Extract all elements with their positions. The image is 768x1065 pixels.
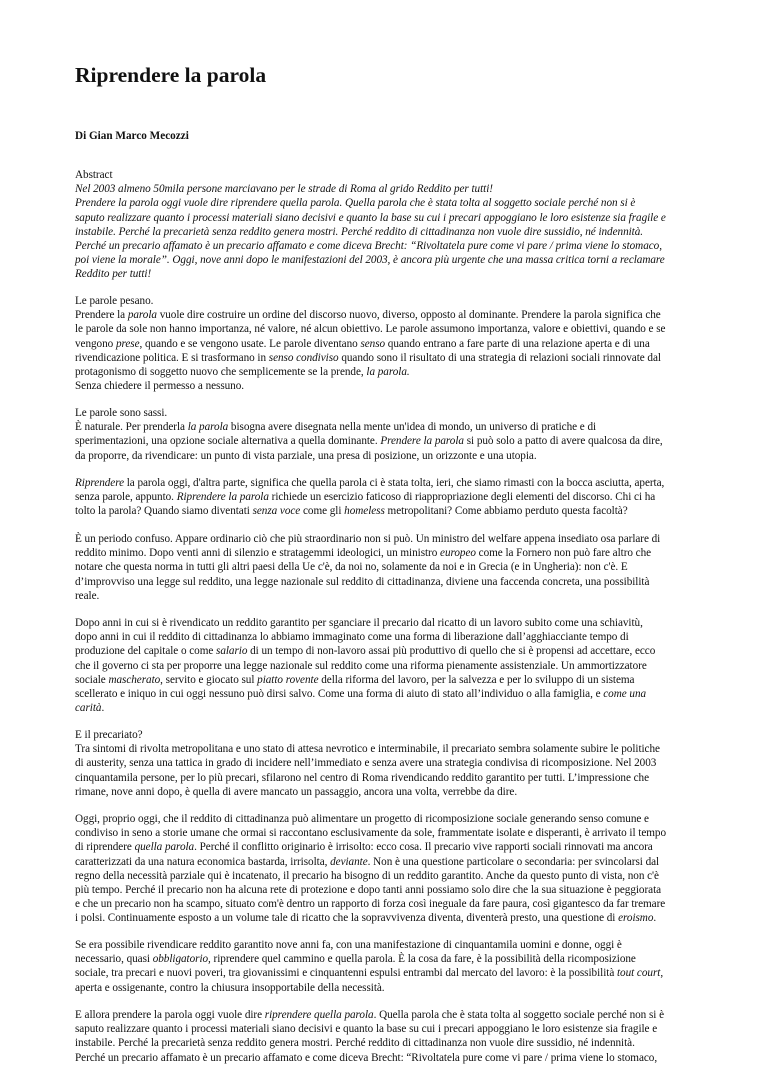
text-run: Senza chiedere il permesso a nessuno. bbox=[75, 380, 245, 393]
paragraph-line bbox=[75, 225, 697, 239]
paragraph-line bbox=[75, 351, 697, 365]
text-run: di austerity, senza una tattica in grado di incidere nell’immediato e senza avere una strategia condivisa di ricomposizione. Nel 2003 bbox=[75, 757, 657, 770]
italic-text: eroismo bbox=[618, 912, 654, 925]
italic-text: come una bbox=[603, 687, 647, 700]
text-run: produzione del capitale o come bbox=[75, 645, 217, 658]
text-run: E il precariato? bbox=[75, 729, 143, 741]
text-run: . Perché il conflitto originario è irrisolto: ecco cosa. Il precario vive rapporti sociali rinnovati ma ancora bbox=[194, 841, 653, 854]
text-run: richiede un esercizio faticoso di riappropriazione degli elementi del discorso. Chi ci ha bbox=[268, 491, 656, 504]
italic-text: saputo realizzare quanto i processi materiali siano decisivi e quanto la base su cui i precari appoggiano le loro esistenze sia fragile e bbox=[75, 211, 666, 224]
italic-text: tout court bbox=[616, 967, 661, 980]
paragraph-line bbox=[75, 897, 697, 911]
paragraph bbox=[75, 168, 697, 282]
paragraph-line bbox=[75, 883, 697, 897]
paragraph-line bbox=[75, 728, 697, 742]
text-run: cinquantamila persone, per lo più precari, sfilarono nel centro di Roma rivendicando reddito garantito per tutti. L’impressione che bbox=[75, 771, 649, 784]
paragraph bbox=[75, 294, 697, 393]
text-run: reddito minimo. Dopo venti anni di silenzio e stratagemmi ideologici, un ministro bbox=[75, 547, 441, 560]
text-run: aperta e ossigenante, contro la chiusura insopportabile della necessità. bbox=[75, 981, 385, 994]
paragraph-line bbox=[75, 253, 697, 267]
paragraph-line bbox=[75, 168, 697, 182]
text-run: e che un precario non ha scampo, situato com'è dentro un rapporto di forza così ineguale da fare paura, così gigantesco da far tremare bbox=[75, 898, 666, 911]
text-run: condiviso in seno a storie umane che ormai si raccontano esclusivamente da sole, frammentate isolate e disperanti, è arrivato il tempo bbox=[75, 827, 667, 840]
text-run: le parole da sole non hanno importanza, né valore, né alcun obiettivo. Le parole assumono importanza, valore e obiettivi, quando e se bbox=[75, 323, 666, 336]
text-run: E allora prendere la parola oggi vuole dire bbox=[75, 1009, 265, 1021]
text-run: Le parole pesano. bbox=[75, 295, 154, 307]
text-run: protagonismo di soggetto nuovo che semplicemente se la prende, bbox=[75, 365, 367, 378]
italic-text: poi viene la morale”. Oggi, nove anni dopo le manifestazioni del 2003, è ancora più urgente che una massa critica torni a reclamare bbox=[75, 254, 665, 267]
text-run: i polsi. Continuamente esposto a un volume tale di ricatto che la sopravvivenza diventa, diventerà presto, una questione di bbox=[75, 912, 619, 925]
paragraph bbox=[75, 812, 697, 926]
paragraph-line bbox=[75, 938, 697, 952]
paragraph-line bbox=[75, 1051, 697, 1065]
text-run: Perché un precario affamato è un precario affamato e come diceva Brecht: “Rivoltatela pure come vi pare / prima viene lo stomaco, bbox=[75, 1051, 658, 1064]
paragraph-line bbox=[75, 855, 697, 869]
paragraph bbox=[75, 532, 697, 603]
italic-text: senso condiviso bbox=[268, 351, 339, 364]
text-run: necessario, quasi bbox=[75, 953, 153, 966]
paragraph-line bbox=[75, 630, 697, 644]
paragraph-line bbox=[75, 812, 697, 826]
paragraph-line bbox=[75, 211, 697, 225]
paragraph-line bbox=[75, 701, 697, 715]
text-run: caratterizzati da una natura economica bastarda, irrisolta, bbox=[75, 855, 331, 868]
italic-text: obbligatorio, bbox=[152, 953, 211, 966]
paragraph-line bbox=[75, 687, 697, 701]
text-run: , servito e giocato sul bbox=[160, 673, 258, 686]
paragraph-line bbox=[75, 182, 697, 196]
text-run: vuole dire costruire un ordine del discorso nuovo, diverso, opposto al dominante. Prendere la parola significa che bbox=[156, 309, 661, 322]
text-run: d’improvviso una legge sul reddito, una legge nazionale sul reddito di cittadinanza, diviene una faccenda concreta, una possibilità bbox=[75, 575, 650, 588]
text-run: reale. bbox=[75, 589, 100, 602]
text-run: Prendere la bbox=[75, 309, 128, 322]
paragraph-line bbox=[75, 434, 697, 448]
paragraph-line bbox=[75, 308, 697, 322]
author-byline: Di Gian Marco Mecozzi bbox=[75, 130, 189, 142]
italic-text: homeless bbox=[344, 505, 385, 518]
paragraph-line bbox=[75, 742, 697, 756]
paragraph-line bbox=[75, 826, 697, 840]
paragraph-line bbox=[75, 337, 697, 351]
italic-text: prese bbox=[115, 337, 140, 350]
paragraph-line bbox=[75, 546, 697, 560]
text-run: senza parole, appunto. bbox=[75, 491, 177, 504]
text-run: Se era possibile rivendicare reddito garantito nove anni fa, con una manifestazione di cinquantamila uomini e donne, oggi è bbox=[75, 939, 622, 951]
text-run: come gli bbox=[300, 505, 345, 518]
paragraph-line bbox=[75, 771, 697, 785]
paragraph-line bbox=[75, 589, 697, 603]
paragraph-line bbox=[75, 1036, 697, 1050]
paragraph-line bbox=[75, 490, 697, 504]
italic-text: parola bbox=[127, 309, 157, 322]
italic-text: Nel 2003 almeno 50mila persone marciavano per le strade di Roma al grido Reddito per tutti! bbox=[75, 183, 493, 196]
text-run: di un tempo di non-lavoro assai più produttivo di quello che si è propensi ad accettare, ecco bbox=[247, 645, 656, 658]
paragraph-line bbox=[75, 575, 697, 589]
text-run: sociale bbox=[75, 673, 109, 686]
italic-text: Riprendere la parola bbox=[176, 491, 269, 504]
paragraph-line bbox=[75, 966, 697, 980]
text-run: sperimentazioni, una opzione sociale alternativa a quella dominante. bbox=[75, 435, 381, 448]
text-run: Oggi, proprio oggi, che il reddito di cittadinanza può alimentare un progetto di ricomposizione sociale generando senso comune e bbox=[75, 813, 649, 825]
paragraph-line bbox=[75, 616, 697, 630]
paragraph-line bbox=[75, 504, 697, 518]
text-run: come la Fornero non può fare altro che bbox=[475, 547, 652, 560]
text-run: Dopo anni in cui si è rivendicato un reddito garantito per sganciare il precario dal ricatto di un lavoro subito come una schiavitù, bbox=[75, 617, 643, 629]
paragraph-line bbox=[75, 239, 697, 253]
paragraph-line bbox=[75, 644, 697, 658]
paragraph-line bbox=[75, 840, 697, 854]
paragraph bbox=[75, 616, 697, 715]
paragraph-line bbox=[75, 449, 697, 463]
paragraph-line bbox=[75, 1008, 697, 1022]
text-run: , quando e se vengono usate. Le parole diventano bbox=[139, 337, 361, 350]
paragraph-line bbox=[75, 673, 697, 687]
text-run: della riforma del lavoro, per la salvezza e per lo sviluppo di un sistema bbox=[318, 673, 635, 686]
paragraph-line bbox=[75, 952, 697, 966]
paragraph-line bbox=[75, 560, 697, 574]
paragraph-line bbox=[75, 267, 697, 281]
italic-text: mascherato bbox=[108, 673, 161, 686]
text-run: riprendere quel cammino e quella parola. È la cosa da fare, è la possibilità della ricomposizione bbox=[210, 953, 636, 966]
paragraph-line bbox=[75, 869, 697, 883]
text-run: bisogna avere disegnata nella mente un'idea di mondo, un universo di pratiche e di bbox=[228, 421, 597, 434]
italic-text: salario bbox=[216, 645, 248, 658]
italic-text: Prendere la parola bbox=[380, 435, 464, 448]
italic-text: senza voce bbox=[252, 505, 301, 518]
text-run: vengono bbox=[75, 337, 116, 350]
text-run: si può solo a patto di avere qualcosa da dire, bbox=[463, 435, 663, 448]
text-run: Le parole sono sassi. bbox=[75, 407, 168, 419]
italic-text: carità bbox=[75, 702, 102, 715]
text-run: È un periodo confuso. Appare ordinario ciò che più straordinario non si può. Un ministro del welfare appena insediato osa parlare di bbox=[75, 533, 661, 545]
text-run: quando sono il risultato di una strategia di relazioni sociali rinnovate dal bbox=[338, 351, 661, 364]
text-run: da proporre, da rivendicare: un punto di vista parziale, una presa di posizione, un orizzonte e una utopia. bbox=[75, 449, 537, 462]
paragraph-line bbox=[75, 365, 697, 379]
text-run: Tra sintomi di rivolta metropolitana e uno stato di attesa nevrotico e interminabile, il precariato sembra solamente subire le politiche bbox=[75, 743, 660, 756]
page-title: Riprendere la parola bbox=[75, 63, 267, 87]
text-run: . Non è una questione particolare o secondaria: per svincolarsi dal bbox=[367, 855, 660, 868]
text-run: la parola oggi, d'altra parte, significa che quella parola ci è stata tolta, ieri, che siamo rimasti con la bocca asciutta, aperta, bbox=[124, 477, 665, 489]
italic-text: instabile. Perché la precarietà senza reddito genera mostri. Perché reddito di cittadinanza non vuole dire sussidio, né indennità. bbox=[75, 225, 644, 238]
text-run: rimane, nove anni dopo, è quella di avere mancato un passaggio, ancora una volta, verrebbe da dire. bbox=[75, 785, 518, 798]
paragraph-line bbox=[75, 476, 697, 490]
paragraph-line bbox=[75, 1022, 697, 1036]
text-run: . Quella parola che è stata tolta al soggetto sociale perché non si è bbox=[373, 1009, 664, 1021]
text-run: Abstract bbox=[75, 169, 113, 181]
text-run: metropolitani? Come abbiamo perduto questa facoltà? bbox=[384, 505, 628, 518]
italic-text: quella parola bbox=[134, 841, 195, 854]
paragraph-line bbox=[75, 294, 697, 308]
italic-text: Riprendere bbox=[75, 477, 124, 489]
paragraph-line bbox=[75, 196, 697, 210]
text-run: sociale, tra precari e nuovi poveri, tra giovanissimi e cinquantenni espulsi entrambi dal mercato del lavoro: è la possibilità bbox=[75, 967, 617, 980]
paragraph-line bbox=[75, 379, 697, 393]
paragraph bbox=[75, 938, 697, 995]
paragraph-line bbox=[75, 420, 697, 434]
paragraph-line bbox=[75, 532, 697, 546]
text-run: , bbox=[660, 967, 664, 980]
italic-text: la parola. bbox=[366, 365, 410, 378]
text-run: di riprendere bbox=[75, 841, 135, 854]
text-run: rivendicazione politica. E si trasformano in bbox=[75, 351, 269, 364]
text-run: instabile. Perché la precarietà senza reddito genera mostri. Perché reddito di cittadinanza non vuole dire sussidio, né indennità. bbox=[75, 1037, 635, 1050]
text-run: più tempo. Perché il precario non ha alcuna rete di protezione e dopo tanti anni possiamo solo dire che la sua situazione è peggiorata bbox=[75, 883, 662, 896]
text-run: che il governo ci sta per proporre una legge nazionale sul reddito come una riforma pienamente assistenziale. Un ammortizzatore bbox=[75, 659, 647, 672]
italic-text: Reddito per tutti! bbox=[75, 268, 152, 281]
italic-text: Perché un precario affamato è un precario affamato e come diceva Brecht: “Rivoltatela pure come vi pare / prima viene lo stomaco, bbox=[75, 239, 662, 252]
paragraph bbox=[75, 1008, 697, 1065]
paragraph-line bbox=[75, 659, 697, 673]
italic-text: la parola bbox=[187, 421, 229, 434]
text-run: tolto la parola? Quando siamo diventati bbox=[75, 505, 253, 518]
paragraph-line bbox=[75, 322, 697, 336]
text-run: quando entrano a fare parte di una relazione aperta e di una bbox=[385, 337, 650, 350]
text-run: notare che questa norma in tutti gli altri paesi della Ue c'è, da noi no, solamente da noi e in Grecia (e in Ungheria): non c'è. E bbox=[75, 561, 628, 574]
italic-text: piatto rovente bbox=[257, 673, 319, 686]
paragraph-line bbox=[75, 785, 697, 799]
text-run: . bbox=[101, 702, 105, 715]
text-run: . bbox=[653, 912, 657, 925]
paragraph bbox=[75, 728, 697, 799]
paragraph-line bbox=[75, 981, 697, 995]
italic-text: europeo bbox=[440, 547, 476, 560]
paragraph-line bbox=[75, 911, 697, 925]
italic-text: senso bbox=[360, 337, 386, 350]
paragraph-line bbox=[75, 756, 697, 770]
text-run: scellerato e iniquo in cui oggi nessuno può dirsi salvo. Come una forma di aiuto di stato all’individuo o alla famiglia, e bbox=[75, 687, 604, 700]
italic-text: deviante bbox=[330, 855, 368, 868]
italic-text: riprendere quella parola bbox=[264, 1009, 374, 1021]
paragraph-line bbox=[75, 406, 697, 420]
text-run: È naturale. Per prenderla bbox=[75, 421, 188, 434]
text-run: dopo anni in cui il reddito di cittadinanza lo abbiamo immaginato come una forma di liberazione dall’agghiacciante tempo di bbox=[75, 631, 629, 644]
text-run: saputo realizzare quanto i processi materiali siano decisivi e quanto la base su cui i precari appoggiano le loro esistenze sia fragile e bbox=[75, 1023, 658, 1036]
text-run: regno della necessità parziale qui è incatenato, il precario ha bisogno di un reddito garantito. Anche da questo punto di vista, non c'è bbox=[75, 869, 659, 882]
paragraph bbox=[75, 476, 697, 519]
paragraph bbox=[75, 406, 697, 463]
italic-text: Prendere la parola oggi vuole dire riprendere quella parola. Quella parola che è stata tolta al soggetto sociale perché non si è bbox=[75, 197, 636, 210]
